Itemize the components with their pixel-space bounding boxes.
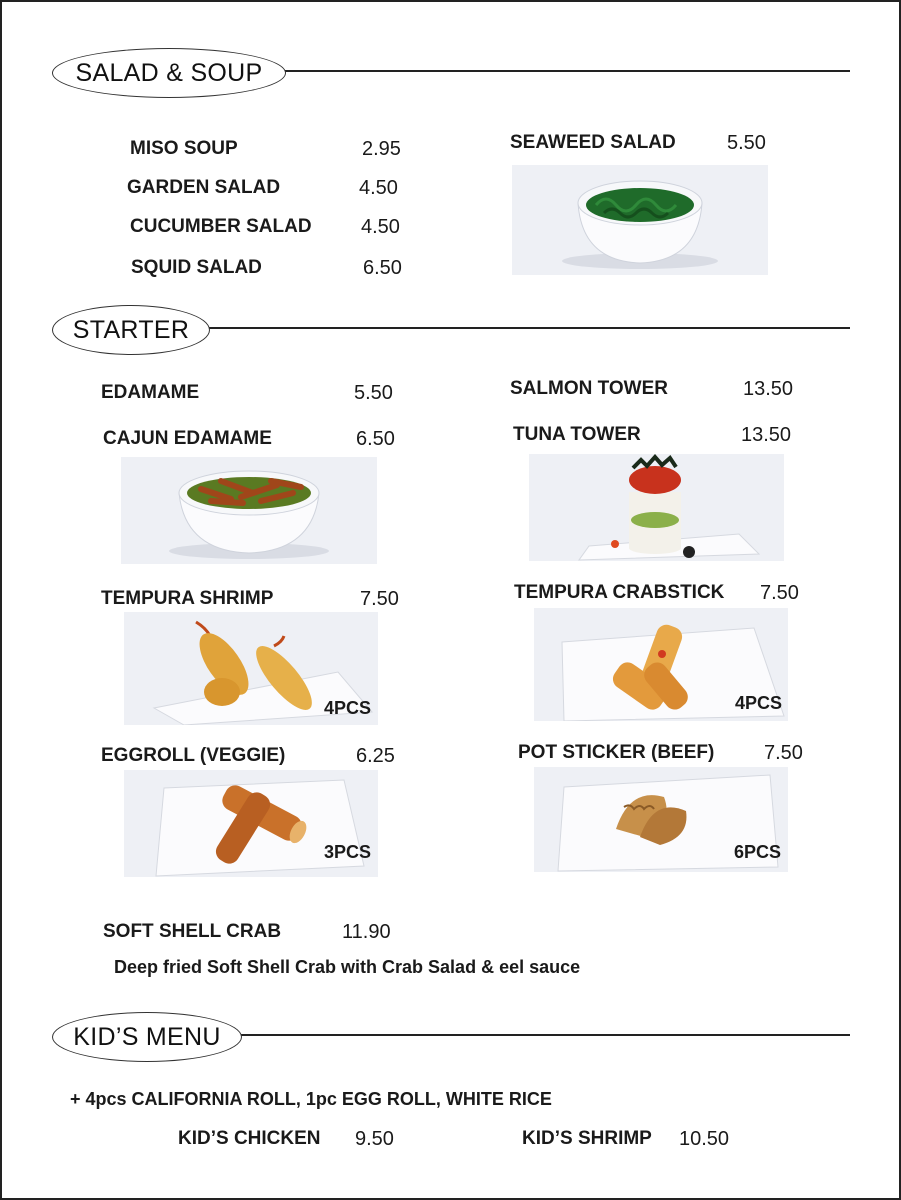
menu-item-name: EGGROLL (VEGGIE): [101, 745, 286, 766]
section-rule: [272, 70, 850, 72]
menu-item-price: 6.25: [356, 745, 395, 767]
menu-item-price: 4.50: [359, 177, 398, 199]
menu-item-name: KID’S CHICKEN: [178, 1128, 321, 1149]
menu-item-price: 10.50: [679, 1128, 730, 1150]
menu-item-name: KID’S SHRIMP: [522, 1128, 652, 1149]
menu-item-price: 6.50: [363, 257, 402, 279]
piece-count: 4PCS: [735, 693, 783, 713]
section-title-salad-soup: SALAD & SOUP: [52, 48, 286, 98]
menu-item-description: Deep fried Soft Shell Crab with Crab Salad & eel sauce: [114, 957, 581, 977]
section-title-starter: STARTER: [52, 305, 210, 355]
menu-item-price: 11.90: [342, 921, 391, 943]
menu-item-price: 13.50: [741, 424, 792, 446]
menu-item-name: SALMON TOWER: [510, 378, 668, 399]
piece-count: 6PCS: [734, 842, 782, 862]
menu-item-price: 4.50: [361, 216, 400, 238]
menu-item-name: SOFT SHELL CRAB: [103, 921, 282, 942]
tuna-tower-photo: [529, 454, 784, 561]
menu-item-price: 5.50: [354, 382, 393, 404]
menu-item-name: SQUID SALAD: [131, 257, 262, 278]
seaweed-salad-photo: [512, 165, 768, 275]
cajun-edamame-photo: [121, 457, 377, 564]
menu-item-name: EDAMAME: [101, 382, 200, 403]
menu-item-price: 9.50: [355, 1128, 394, 1150]
menu-item-price: 7.50: [360, 588, 399, 610]
menu-item-price: 6.50: [356, 428, 395, 450]
piece-count: 3PCS: [324, 842, 372, 862]
menu-item-price: 7.50: [764, 742, 803, 764]
menu-item-name: CUCUMBER SALAD: [130, 216, 312, 237]
menu-item-name: GARDEN SALAD: [127, 177, 281, 198]
piece-count: 4PCS: [324, 698, 372, 718]
section-rule: [202, 327, 850, 329]
menu-item-price: 5.50: [727, 132, 766, 154]
section-rule: [234, 1034, 850, 1036]
menu-item-name: TUNA TOWER: [513, 424, 641, 445]
menu-item-price: 2.95: [362, 138, 401, 160]
menu-item-name: MISO SOUP: [130, 138, 238, 159]
menu-item-price: 7.50: [760, 582, 799, 604]
menu-item-name: CAJUN EDAMAME: [103, 428, 272, 449]
menu-item-price: 13.50: [743, 378, 794, 400]
menu-item-name: TEMPURA CRABSTICK: [514, 582, 725, 603]
menu-item-name: SEAWEED SALAD: [510, 132, 676, 153]
menu-item-name: POT STICKER (BEEF): [518, 742, 715, 763]
kids-menu-note: + 4pcs CALIFORNIA ROLL, 1pc EGG ROLL, WHITE RICE: [70, 1089, 552, 1109]
menu-item-name: TEMPURA SHRIMP: [101, 588, 274, 609]
section-title-kids-menu: KID’S MENU: [52, 1012, 242, 1062]
